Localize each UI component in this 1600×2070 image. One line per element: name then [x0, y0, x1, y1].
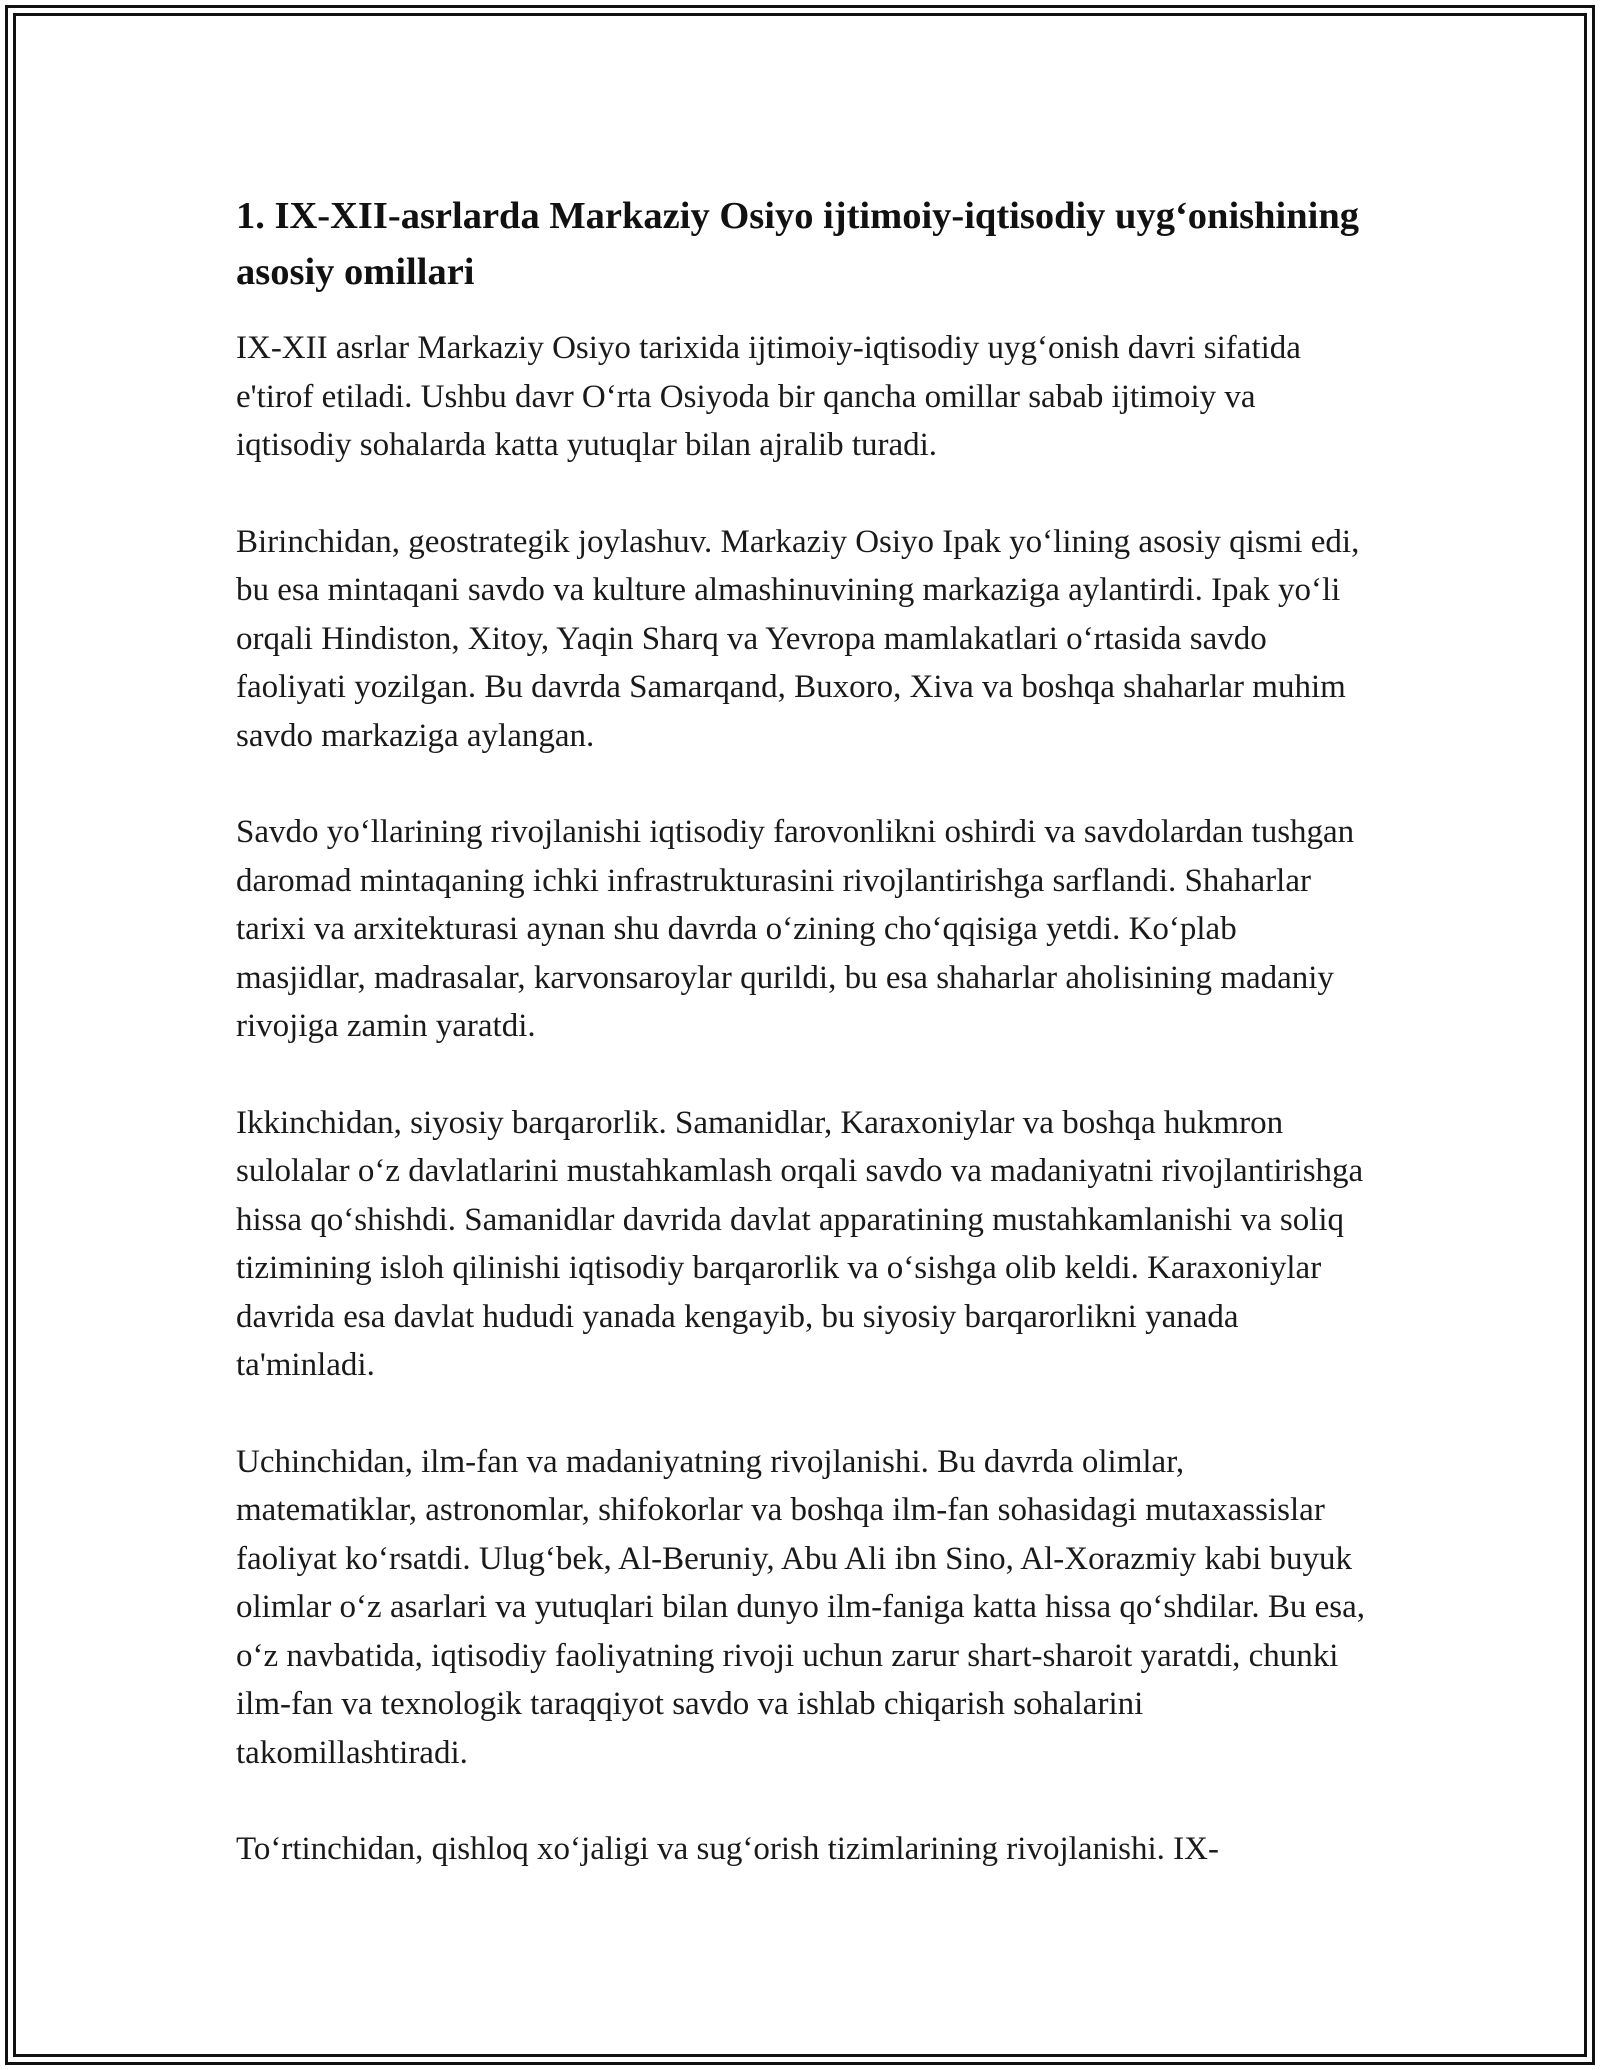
paragraph-fourth-factor: Toʻrtinchidan, qishloq xoʻjaligi va sugʻorish tizimlarining rivojlanishi. IX-	[236, 1831, 1219, 1867]
paragraph-second-factor: Ikkinchidan, siyosiy barqarorlik. Samanidlar, Karaxoniylar va boshqa hukmron sulolalar oʻz davlatlarini mustahkamlash orqali savdo va madaniyatni rivojlantirishga hissa qoʻshishdi. Samanidlar davrida davlat apparatining mustahkamlanishi va soliq tizimining isloh qilinishi iqtisodiy barqarorlik va oʻsishga olib keldi. Karaxoniylar davrida esa davlat hududi yanada kengayib, bu siyosiy barqarorlikni yanada ta'minladi.	[236, 1104, 1364, 1383]
paragraph-intro: IX-XII asrlar Markaziy Osiyo tarixida ijtimoiy-iqtisodiy uygʻonish davri sifatida e'tirof etiladi. Ushbu davr Oʻrta Osiyoda bir qancha omillar sabab ijtimoiy va iqtisodiy sohalarda katta yutuqlar bilan ajralib turadi.	[236, 330, 1301, 463]
document-body	[236, 188, 1366, 1922]
paragraph-third-factor: Uchinchidan, ilm-fan va madaniyatning rivojlanishi. Bu davrda olimlar, matematiklar, astronomlar, shifokorlar va boshqa ilm-fan sohasidagi mutaxassislar faoliyat koʻrsatdi. Ulugʻbek, Al-Beruniy, Abu Ali ibn Sino, Al-Xorazmiy kabi buyuk olimlar oʻz asarlari va yutuqlari bilan dunyo ilm-faniga katta hissa qoʻshdilar. Bu esa, oʻz navbatida, iqtisodiy faoliyatning rivoji uchun zarur shart-sharoit yaratdi, chunki ilm-fan va texnologik taraqqiyot savdo va ishlab chiqarish sohalarini takomillashtiradi.	[236, 1443, 1366, 1771]
section-heading: 1. IX-XII-asrlarda Markaziy Osiyo ijtimoiy-iqtisodiy uygʻonishining asosiy omillari	[236, 195, 1360, 293]
paragraph-trade-routes: Savdo yoʻllarining rivojlanishi iqtisodiy farovonlikni oshirdi va savdolardan tushgan daromad mintaqaning ichki infrastrukturasini rivojlantirishga sarflandi. Shaharlar tarixi va arxitekturasi aynan shu davrda oʻzining choʻqqisiga yetdi. Koʻplab masjidlar, madrasalar, karvonsaroylar qurildi, bu esa shaharlar aholisining madaniy rivojiga zamin yaratdi.	[236, 814, 1355, 1044]
paragraph-first-factor: Birinchidan, geostrategik joylashuv. Markaziy Osiyo Ipak yoʻlining asosiy qismi edi, bu esa mintaqani savdo va kulture almashinuvining markaziga aylantirdi. Ipak yoʻli orqali Hindiston, Xitoy, Yaqin Sharq va Yevropa mamlakatlari oʻrtasida savdo faoliyati yozilgan. Bu davrda Samarqand, Buxoro, Xiva va boshqa shaharlar muhim savdo markaziga aylangan.	[236, 523, 1360, 754]
